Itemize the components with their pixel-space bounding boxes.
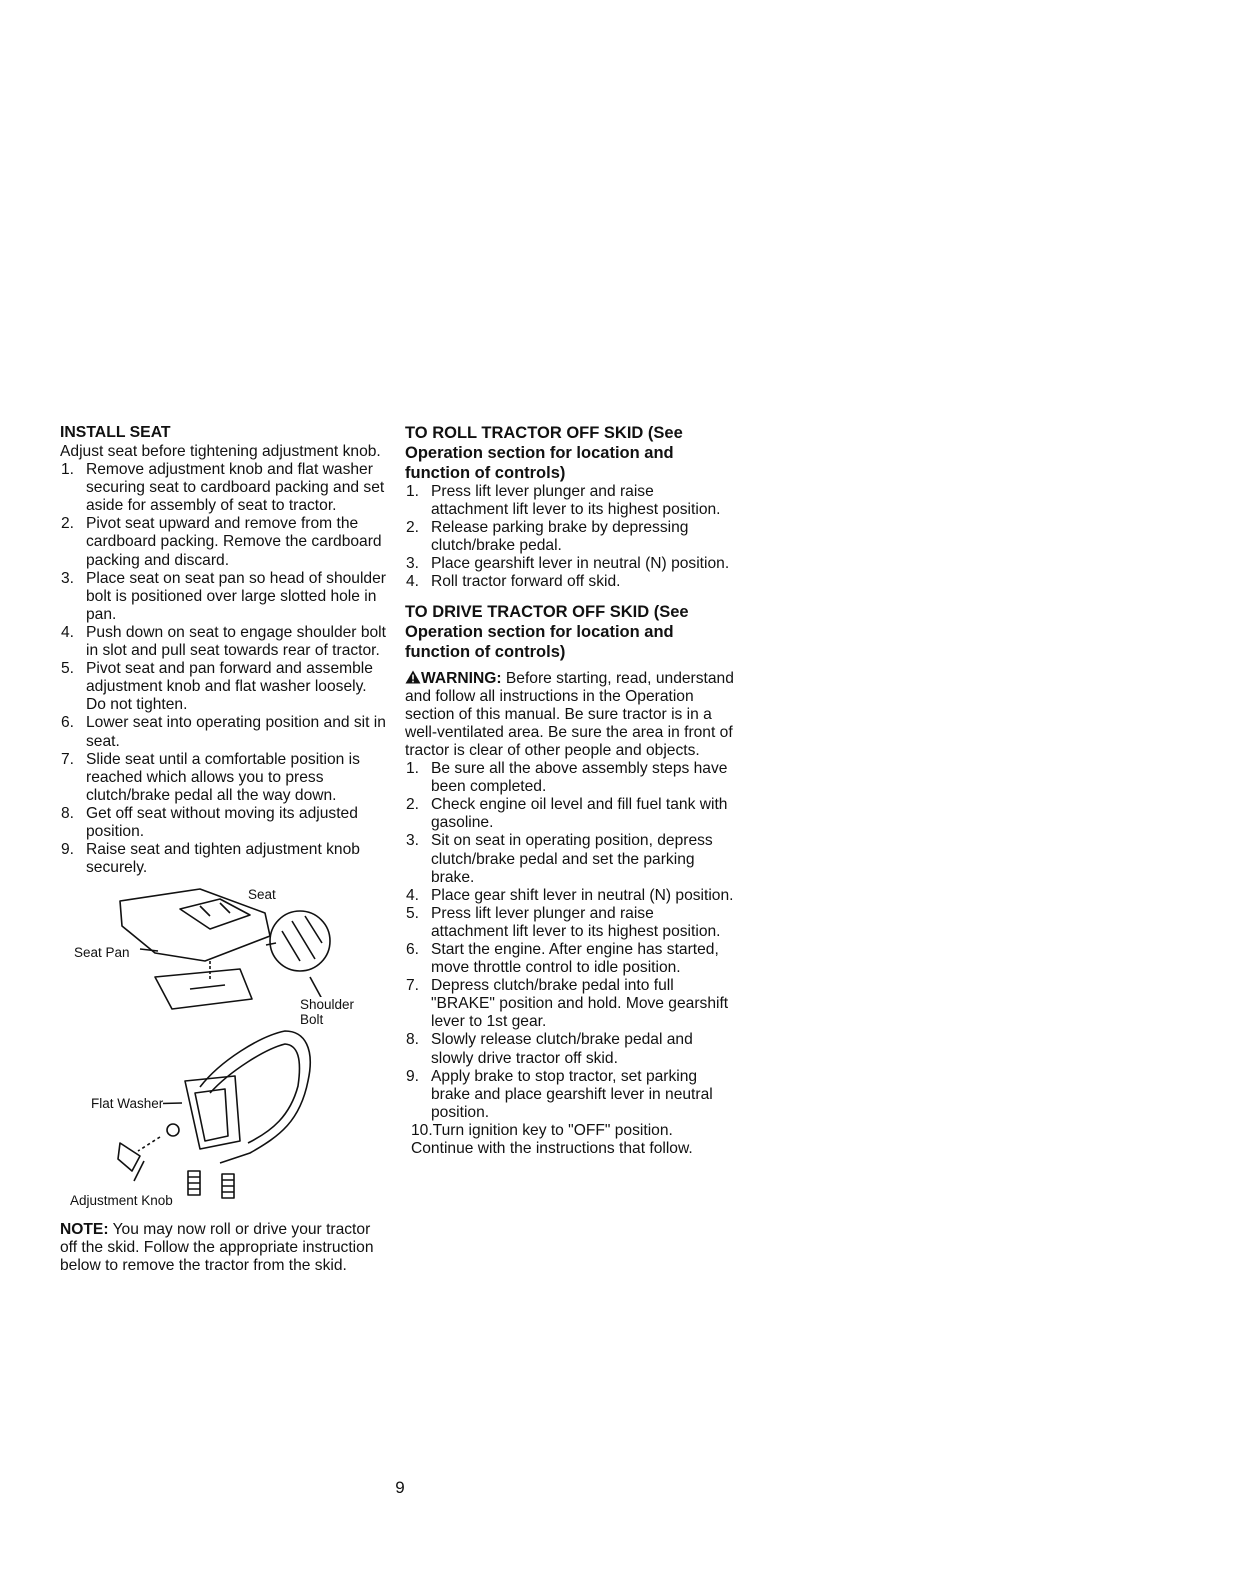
warning-triangle-icon bbox=[405, 670, 421, 684]
seat-installation-figure bbox=[60, 881, 390, 1215]
list-item: 7. Slide seat until a comfortable position is reached which allows you to press clutch/brake pedal all the way down. bbox=[61, 750, 360, 804]
list-item: 1. Be sure all the above assembly steps have been completed. bbox=[406, 760, 728, 796]
warning-text: Before starting, read, understand and follow all instructions in the Operation section of this manual. Be sure tractor is in a well-ventilated area. Be sure the area in front of tractor is clear of other people and objects. bbox=[405, 669, 734, 759]
adjustment-knob-label: Adjustment Knob bbox=[70, 1193, 173, 1209]
closing-text: Continue with the instructions that follow. bbox=[411, 1140, 693, 1157]
list-item: 3. Sit on seat in operating position, depress clutch/brake pedal and set the parking brake. bbox=[406, 832, 713, 886]
list-item: 1. Remove adjustment knob and flat washer securing seat to cardboard packing and set aside for assembly of seat to tractor. bbox=[61, 461, 385, 515]
list-item: 2. Release parking brake by depressing clutch/brake pedal. bbox=[406, 519, 689, 555]
install-seat-section bbox=[60, 423, 390, 1276]
list-item: 5. Pivot seat and pan forward and assemble adjustment knob and flat washer loosely. Do not tighten. bbox=[61, 660, 373, 714]
list-item: 6. Lower seat into operating position and sit in seat. bbox=[61, 714, 386, 750]
install-seat-intro: Adjust seat before tightening adjustment knob. bbox=[60, 443, 381, 460]
list-item: 9. Apply brake to stop tractor, set parking brake and place gearshift lever in neutral position. bbox=[406, 1067, 713, 1121]
note-paragraph bbox=[60, 1221, 390, 1275]
note-label: NOTE: bbox=[60, 1221, 109, 1239]
list-item: 2. Pivot seat upward and remove from the cardboard packing. Remove the cardboard packing and discard. bbox=[61, 515, 382, 569]
list-item: 3. Place seat on seat pan so head of shoulder bolt is positioned over large slotted hole in pan. bbox=[61, 569, 386, 623]
list-item: 8. Get off seat without moving its adjusted position. bbox=[61, 804, 358, 840]
shoulder-bolt-label-line1: Shoulder bbox=[300, 997, 355, 1013]
list-item: 4. Push down on seat to engage shoulder bolt in slot and pull seat towards rear of tractor. bbox=[61, 623, 386, 660]
note-text: You may now roll or drive your tractor off the skid. Follow the appropriate instruction below to remove the tractor from the skid. bbox=[60, 1221, 374, 1275]
page-number: 9 bbox=[395, 1478, 405, 1497]
seat-pan-shape bbox=[155, 969, 252, 1009]
warning-label: WARNING: bbox=[421, 669, 502, 687]
drive-tractor-steps bbox=[405, 760, 735, 1122]
adjustment-knob-shape bbox=[118, 1143, 140, 1171]
list-item: 5. Press lift lever plunger and raise attachment lift lever to its highest position. bbox=[406, 904, 721, 940]
adjustment-bracket-shape bbox=[185, 1076, 240, 1149]
drive-tractor-heading: TO DRIVE TRACTOR OFF SKID (See Operation section for location and function of controls) bbox=[405, 602, 689, 661]
list-item: 4. Place gear shift lever in neutral (N) position. bbox=[406, 886, 734, 904]
flat-washer-label: Flat Washer bbox=[91, 1096, 164, 1112]
list-item: 2. Check engine oil level and fill fuel tank with gasoline. bbox=[406, 796, 728, 832]
seat-label: Seat bbox=[248, 887, 276, 903]
flat-washer-shape bbox=[167, 1124, 179, 1136]
remove-from-skid-section bbox=[405, 423, 735, 1158]
shoulder-bolt-label-line2: Bolt bbox=[300, 1012, 324, 1028]
list-item: 4. Roll tractor forward off skid. bbox=[406, 573, 621, 591]
warning-paragraph bbox=[405, 670, 735, 760]
step-10: 10.Turn ignition key to "OFF" position. bbox=[411, 1121, 673, 1139]
seat-assembly-drawing bbox=[60, 881, 390, 1215]
list-item: 1. Press lift lever plunger and raise attachment lift lever to its highest position. bbox=[406, 483, 721, 519]
list-item: 8. Slowly release clutch/brake pedal and slowly drive tractor off skid. bbox=[406, 1031, 693, 1067]
roll-tractor-heading: TO ROLL TRACTOR OFF SKID (See Operation section for location and function of controls) bbox=[405, 424, 683, 482]
install-seat-steps bbox=[60, 461, 390, 877]
list-item: 3. Place gearshift lever in neutral (N) position. bbox=[406, 555, 730, 573]
list-item: 6. Start the engine. After engine has started, move throttle control to idle position. bbox=[406, 940, 719, 977]
roll-tractor-steps bbox=[405, 483, 735, 592]
seat-pan-label: Seat Pan bbox=[74, 945, 130, 961]
list-item: 7. Depress clutch/brake pedal into full "BRAKE" position and hold. Move gearshift lever to 1st gear. bbox=[406, 977, 729, 1031]
list-item: 9. Raise seat and tighten adjustment knob securely. bbox=[61, 841, 360, 877]
install-seat-heading: INSTALL SEAT bbox=[60, 424, 171, 441]
